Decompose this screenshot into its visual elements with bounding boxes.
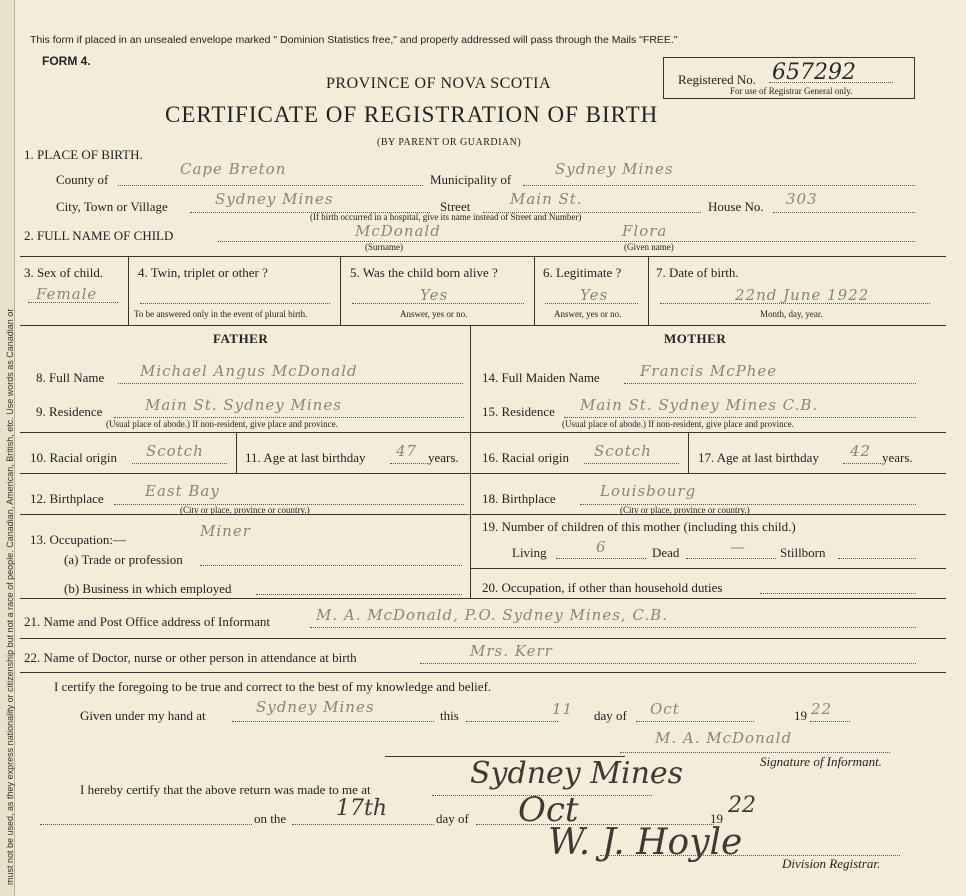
father-heading: FATHER [213,331,269,346]
alive-value: Yes [420,286,449,304]
rule [688,432,689,473]
doctor-label: 22. Name of Doctor, nurse or other person in attendance at birth [24,650,357,665]
mother-residence-label: 15. Residence [482,404,555,419]
mother-occupation-label: 20. Occupation, if other than household duties [482,580,723,595]
informant-value: M. A. McDonald, P.O. Sydney Mines, C.B. [316,606,668,624]
rule [128,256,129,325]
registrar-signature: W. J. Hoyle [548,822,743,863]
stillborn-label: Stillborn [780,545,826,560]
legitimate-note: Answer, yes or no. [554,309,622,319]
county-label: County of [56,172,109,187]
registrar-caption: Division Registrar. [782,856,881,871]
surname-note: (Surname) [365,242,403,252]
registered-number: 657292 [772,60,856,85]
registered-label: Registered No. [678,72,756,87]
mother-residence-note: (Usual place of abode.) If non-resident, give place and province. [562,419,794,429]
form-number: FORM 4. [42,54,91,68]
on-the-label: on the [254,811,287,826]
children-label: 19. Number of children of this mother (including this child.) [482,519,796,534]
child-surname-value: McDonald [355,222,441,240]
father-age-value: 47 [396,442,418,460]
rule [20,598,946,599]
registration-box [663,57,915,99]
father-residence-note: (Usual place of abode.) If non-resident, give place and province. [106,419,338,429]
informant-signature-caption: Signature of Informant. [760,754,882,769]
mother-name-value: Francis McPhee [640,362,778,380]
father-birthplace-value: East Bay [145,482,220,500]
certify-statement: I certify the foregoing to be true and correct to the best of my knowledge and belief. [54,679,492,694]
given-name-note: (Given name) [624,242,674,252]
municipality-label: Municipality of [430,172,512,187]
sex-label: 3. Sex of child. [24,265,104,280]
alive-note: Answer, yes or no. [400,309,468,319]
registrar-statement: I hereby certify that the above return was made to me at [80,782,371,797]
house-value: 303 [786,190,818,208]
registrar-day-of-label: day of [436,811,469,826]
rule [340,256,341,325]
child-name-heading: 2. FULL NAME OF CHILD [24,228,174,243]
municipality-value: Sydney Mines [555,160,674,178]
father-birthplace-note: (City or place, province or country.) [180,505,310,515]
province-heading: PROVINCE OF NOVA SCOTIA [326,75,552,92]
rule [20,473,946,474]
sex-value: Female [36,285,98,303]
father-racial-value: Scotch [146,442,204,460]
this-day-value: 11 [552,700,574,718]
rule [470,568,946,569]
legitimate-label: 6. Legitimate ? [543,265,622,280]
child-given-value: Flora [622,222,668,240]
mother-age-value: 42 [850,442,872,460]
registrar-year-value: 22 [728,793,756,818]
dob-value: 22nd June 1922 [735,286,870,304]
city-value: Sydney Mines [215,190,334,208]
mailing-notice: This form if placed in an unsealed envelope marked " Dominion Statistics free," and properly addressed will pass through the Mails "FREE." [30,34,678,46]
city-label: City, Town or Village [56,199,168,214]
father-name-label: 8. Full Name [36,370,105,385]
living-label: Living [512,545,547,560]
father-years: years. [428,450,459,465]
mother-name-label: 14. Full Maiden Name [482,370,600,385]
margin-note: must not be used, as they express nationality or citizenship but not a race of people. Canadian, American, British, etc. Use words as Canadian or [5,308,15,885]
this-label: this [440,708,459,723]
street-label: Street [440,199,471,214]
house-label: House No. [708,199,764,214]
rule [20,514,946,515]
registered-note: For use of Registrar General only. [730,86,853,96]
given-place-value: Sydney Mines [256,698,375,716]
registrar-month-value: Oct [518,790,579,830]
doctor-value: Mrs. Kerr [470,642,553,660]
dob-label: 7. Date of birth. [656,265,739,280]
registrar-day-value: 17th [336,796,388,821]
rule [236,432,237,473]
mother-birthplace-label: 18. Birthplace [482,491,556,506]
page-subtitle: (BY PARENT OR GUARDIAN) [377,137,522,148]
living-value: 6 [596,538,607,556]
alive-label: 5. Was the child born alive ? [350,265,498,280]
rule [20,325,946,326]
certify-month-value: Oct [650,700,680,718]
father-birthplace-label: 12. Birthplace [30,491,104,506]
legitimate-value: Yes [580,286,609,304]
given-label: Given under my hand at [80,708,206,723]
father-residence-label: 9. Residence [36,404,103,419]
father-occupation-value: Miner [200,522,251,540]
rule [20,638,946,639]
page-title: CERTIFICATE OF REGISTRATION OF BIRTH [165,102,659,127]
rule [20,672,946,673]
rule [470,325,471,598]
father-name-value: Michael Angus McDonald [140,362,358,380]
mother-birthplace-value: Louisbourg [600,482,697,500]
certify-day-of-label: day of [594,708,627,723]
certify-year-prefix: 19 [794,708,807,723]
place-of-birth-heading: 1. PLACE OF BIRTH. [24,147,143,162]
mother-racial-value: Scotch [594,442,652,460]
registrar-place-value: Sydney Mines [470,756,684,791]
dead-value: — [730,538,746,556]
twin-label: 4. Twin, triplet or other ? [138,265,268,280]
rule [20,432,946,433]
dead-label: Dead [652,545,680,560]
father-occupation-label: 13. Occupation:— [30,532,127,547]
rule [648,256,649,325]
business-label: (b) Business in which employed [64,581,232,596]
father-racial-label: 10. Racial origin [30,450,118,465]
hospital-note: (If birth occurred in a hospital, give its name instead of Street and Number) [310,212,582,222]
street-value: Main St. [510,190,583,208]
registered-line [769,82,893,83]
dob-note: Month, day, year. [760,309,823,319]
twin-note: To be answered only in the event of plural birth. [134,309,308,319]
rule [20,256,946,257]
mother-years: years. [882,450,913,465]
father-residence-value: Main St. Sydney Mines [145,396,342,414]
mother-racial-label: 16. Racial origin [482,450,570,465]
trade-label: (a) Trade or profession [64,552,183,567]
informant-label: 21. Name and Post Office address of Informant [24,614,270,629]
mother-birthplace-note: (City or place, province or country.) [620,505,750,515]
certify-year-value: 22 [811,700,833,718]
registrar-year-prefix: 19 [710,811,723,826]
left-margin-strip [0,0,15,896]
mother-heading: MOTHER [664,331,727,346]
county-value: Cape Breton [180,160,287,178]
rule [534,256,535,325]
mother-age-label: 17. Age at last birthday [698,450,819,465]
mother-residence-value: Main St. Sydney Mines C.B. [580,396,819,414]
informant-signature: M. A. McDonald [655,729,793,747]
father-age-label: 11. Age at last birthday [245,450,366,465]
